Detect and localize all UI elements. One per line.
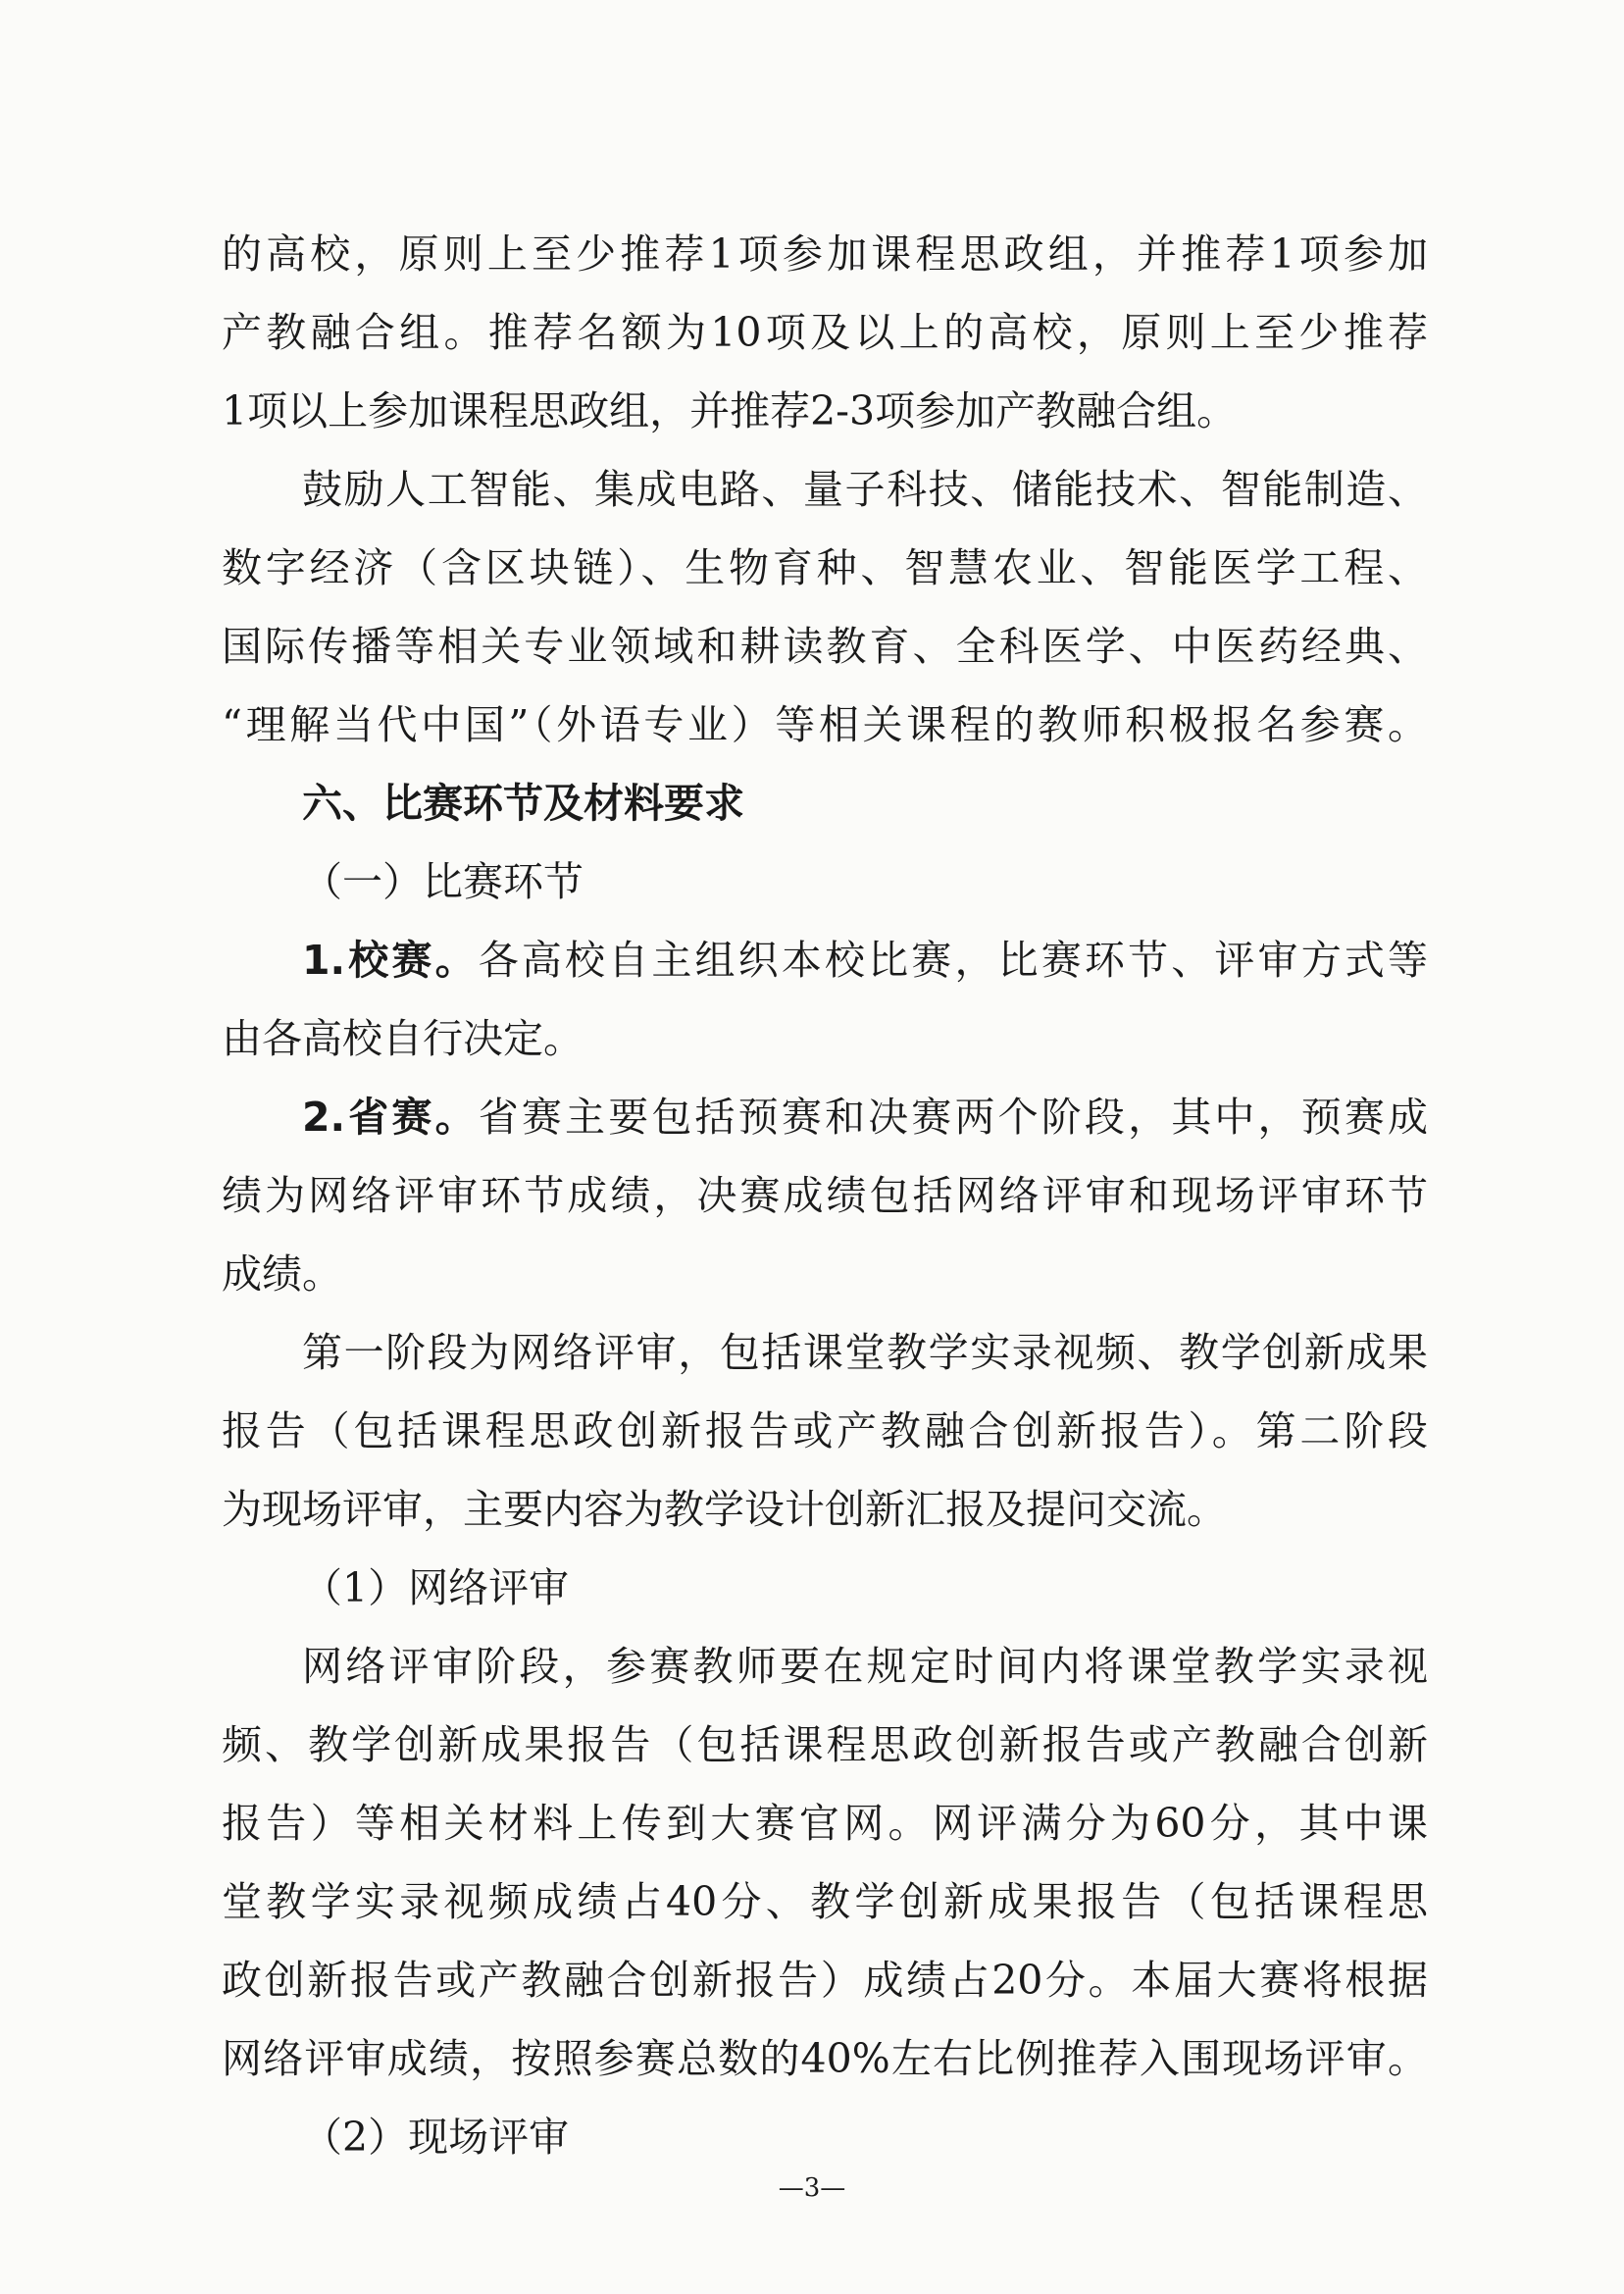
para2-line4: “理解当代中国”（外语专业）等相关课程的教师积极报名参赛。 xyxy=(222,701,1428,748)
para2-line3: 国际传播等相关专业领域和耕读教育、全科医学、中医药经典、 xyxy=(222,623,1428,670)
para3-line1: 第一阶段为网络评审，包括课堂教学实录视频、教学创新成果 xyxy=(302,1329,1428,1376)
subsection-heading-one: （一）比赛环节 xyxy=(302,858,584,905)
item2-line2: 绩为网络评审环节成绩，决赛成绩包括网络评审和现场评审环节 xyxy=(222,1172,1428,1219)
para2-line2: 数字经济（含区块链）、生物育种、智慧农业、智能医学工程、 xyxy=(222,544,1428,591)
para1-line3: 1项以上参加课程思政组，并推荐2-3项参加产教融合组。 xyxy=(222,387,1238,434)
item1-line1-text: 各高校自主组织本校比赛，比赛环节、评审方式等 xyxy=(478,937,1429,984)
para2-line1: 鼓励人工智能、集成电路、量子科技、储能技术、智能制造、 xyxy=(302,466,1428,513)
para1-line1: 的高校，原则上至少推荐1项参加课程思政组，并推荐1项参加 xyxy=(222,230,1428,278)
item2-lead: 2.省赛。 xyxy=(302,1094,479,1141)
para4-line3: 报告）等相关材料上传到大赛官网。网评满分为60分，其中课 xyxy=(222,1800,1428,1847)
para4-line2: 频、教学创新成果报告（包括课程思政创新报告或产教融合创新 xyxy=(222,1721,1428,1768)
item1-line1 xyxy=(302,936,1428,985)
para3-line3: 为现场评审，主要内容为教学设计创新汇报及提问交流。 xyxy=(222,1486,1227,1533)
item1-lead: 1.校赛。 xyxy=(302,937,479,984)
subheading-network-review: （1）网络评审 xyxy=(302,1564,570,1611)
item2-line3: 成绩。 xyxy=(222,1250,342,1298)
page-number: —3— xyxy=(778,2173,846,2203)
item1-line2: 由各高校自行决定。 xyxy=(222,1015,584,1062)
para4-line4: 堂教学实录视频成绩占40分、教学创新成果报告（包括课程思 xyxy=(222,1878,1428,1925)
subheading-onsite-review: （2）现场评审 xyxy=(302,2114,570,2161)
para4-line6: 网络评审成绩，按照参赛总数的40%左右比例推荐入围现场评审。 xyxy=(222,2035,1428,2082)
para4-line1: 网络评审阶段，参赛教师要在规定时间内将课堂教学实录视 xyxy=(302,1643,1428,1690)
item2-line1-text: 省赛主要包括预赛和决赛两个阶段，其中，预赛成 xyxy=(478,1094,1429,1141)
para1-line2: 产教融合组。推荐名额为10项及以上的高校，原则上至少推荐 xyxy=(222,309,1428,356)
section-heading-six: 六、比赛环节及材料要求 xyxy=(302,780,744,827)
para4-line5: 政创新报告或产教融合创新报告）成绩占20分。本届大赛将根据 xyxy=(222,1957,1428,2004)
item2-line1 xyxy=(302,1093,1428,1142)
para3-line2: 报告（包括课程思政创新报告或产教融合创新报告）。第二阶段 xyxy=(222,1407,1428,1454)
